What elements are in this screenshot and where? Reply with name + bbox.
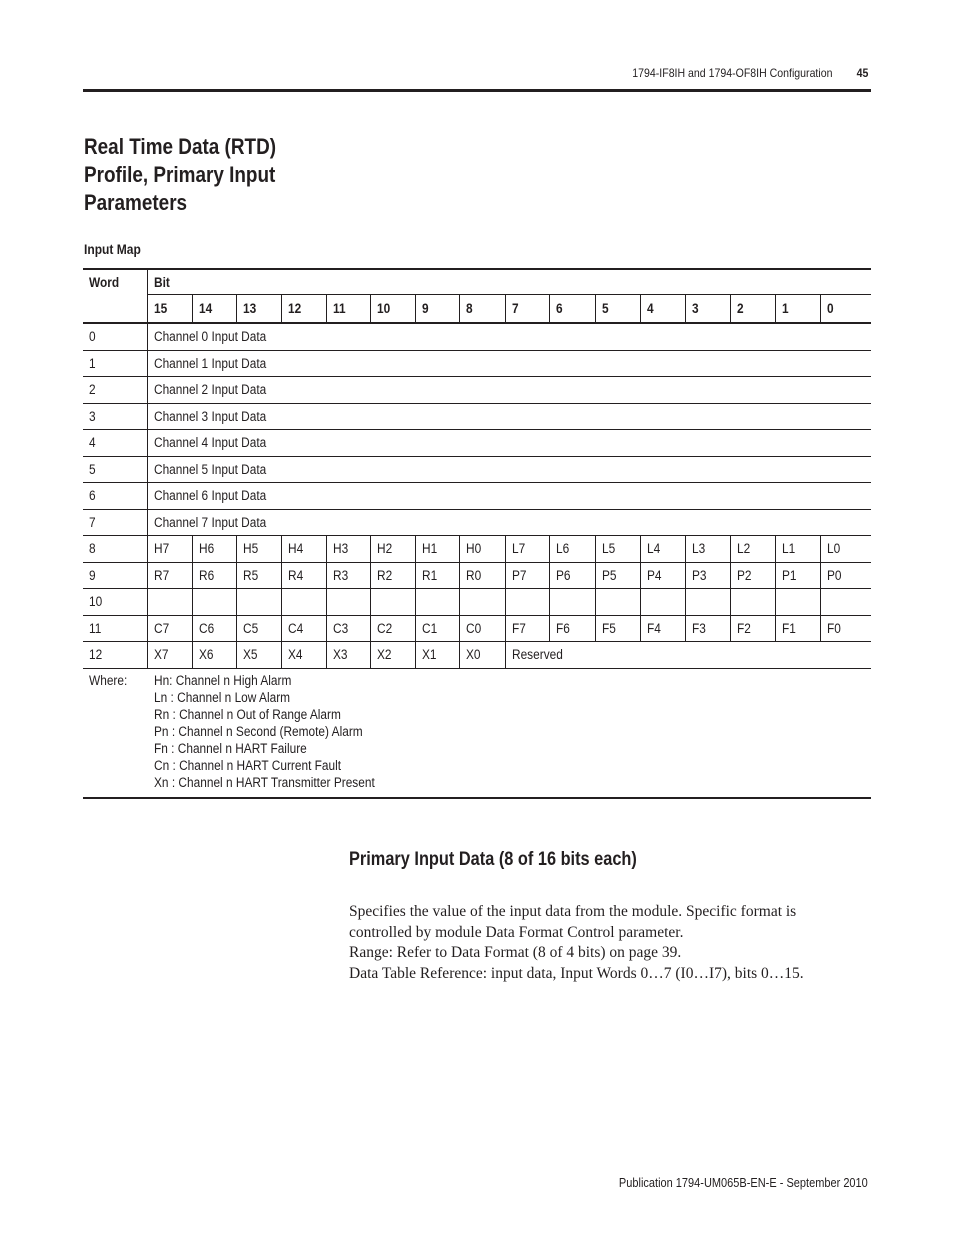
empty-bit-cell [595, 589, 640, 616]
empty-bit-cell [460, 589, 506, 616]
channel-input-data-cell: Channel 4 Input Data [148, 430, 871, 457]
section-title-line: Parameters [84, 190, 188, 215]
bit-cell: L1 [776, 536, 821, 563]
bit-cell: H4 [282, 536, 327, 563]
section-title [84, 133, 342, 217]
bit-cell: X4 [282, 642, 327, 669]
legend-item: Fn : Channel n HART Failure [153, 740, 307, 756]
subheading: Primary Input Data (8 of 16 bits each) [349, 849, 637, 870]
channel-input-data-cell: Channel 6 Input Data [148, 483, 871, 510]
bit-cell: P3 [686, 562, 731, 589]
bit-cell: H1 [415, 536, 460, 563]
bit-number-header: 12 [282, 295, 327, 324]
running-header [0, 66, 868, 84]
empty-bit-cell [371, 589, 416, 616]
bit-cell: C2 [371, 615, 416, 642]
running-header-title: 1794-IF8IH and 1794-OF8IH Configuration [631, 66, 832, 80]
bit-number-header: 0 [820, 295, 871, 324]
channel-input-data-cell: Channel 7 Input Data [148, 509, 871, 536]
empty-bit-cell [282, 589, 327, 616]
bit-cell: L3 [686, 536, 731, 563]
bit-cell: F4 [640, 615, 686, 642]
bit-cell: C5 [237, 615, 282, 642]
legend-item: Ln : Channel n Low Alarm [153, 689, 290, 705]
bit-cell: C0 [460, 615, 506, 642]
bit-cell: F0 [820, 615, 871, 642]
bit-cell: P4 [640, 562, 686, 589]
bit-cell: P5 [595, 562, 640, 589]
bit-cell: P7 [505, 562, 550, 589]
bit-cell: R4 [282, 562, 327, 589]
bit-cell: F1 [776, 615, 821, 642]
bit-number-header: 15 [148, 295, 193, 324]
input-map-table [83, 268, 871, 799]
bit-number-header: 5 [595, 295, 640, 324]
bit-cell: H0 [460, 536, 506, 563]
legend-item: Xn : Channel n HART Transmitter Present [153, 774, 375, 790]
word-number-cell: 4 [83, 430, 148, 457]
legend-list [148, 668, 871, 798]
bit-cell: H6 [192, 536, 237, 563]
empty-bit-cell [550, 589, 596, 616]
table-caption: Input Map [84, 241, 141, 257]
body-line: controlled by module Data Format Control parameter. [349, 923, 684, 941]
word-number-cell: 11 [83, 615, 148, 642]
bit-cell: X1 [415, 642, 460, 669]
bit-number-header: 9 [415, 295, 460, 324]
bit-cell: X5 [237, 642, 282, 669]
table-row [83, 350, 871, 377]
table-row [83, 536, 871, 563]
table-row [83, 456, 871, 483]
word-number-cell: 9 [83, 562, 148, 589]
empty-bit-cell [148, 589, 193, 616]
word-number-cell: 5 [83, 456, 148, 483]
bit-cell: C6 [192, 615, 237, 642]
channel-input-data-cell: Channel 0 Input Data [148, 323, 871, 350]
table-row [83, 509, 871, 536]
empty-bit-cell [686, 589, 731, 616]
word-number-cell: 7 [83, 509, 148, 536]
table-row [83, 323, 871, 350]
channel-input-data-cell: Channel 3 Input Data [148, 403, 871, 430]
body-line: Specifies the value of the input data from the module. Specific format is [349, 903, 797, 920]
bit-cell: X7 [148, 642, 193, 669]
bit-cell: C1 [415, 615, 460, 642]
bit-cell: X2 [371, 642, 416, 669]
bit-cell: H7 [148, 536, 193, 563]
bit-number-header: 6 [550, 295, 596, 324]
empty-bit-cell [776, 589, 821, 616]
bit-cell: H3 [326, 536, 371, 563]
table-row [83, 589, 871, 616]
section-title-line: Profile, Primary Input [84, 162, 276, 187]
bit-cell: R0 [460, 562, 506, 589]
bit-cell: L6 [550, 536, 596, 563]
bit-number-header: 8 [460, 295, 506, 324]
word-column-header: Word [83, 269, 148, 295]
table-header-row [83, 269, 871, 295]
where-label: Where: [83, 668, 148, 798]
bit-cell: C4 [282, 615, 327, 642]
channel-input-data-cell: Channel 2 Input Data [148, 377, 871, 404]
bit-number-header: 10 [371, 295, 416, 324]
bit-number-header: 14 [192, 295, 237, 324]
reserved-cell: Reserved [505, 642, 871, 669]
bit-cell: F5 [595, 615, 640, 642]
bit-column-header: Bit [148, 269, 871, 295]
bit-number-header: 2 [730, 295, 776, 324]
bit-cell: X3 [326, 642, 371, 669]
bit-cell: H5 [237, 536, 282, 563]
body-line: Data Table Reference: input data, Input Words 0…7 (I0…I7), bits 0…15. [349, 964, 804, 982]
bit-cell: P2 [730, 562, 776, 589]
bit-cell: X6 [192, 642, 237, 669]
blank-cell [83, 295, 148, 324]
section-title-line: Real Time Data (RTD) [84, 134, 277, 159]
legend-item: Pn : Channel n Second (Remote) Alarm [153, 723, 363, 739]
bit-cell: P1 [776, 562, 821, 589]
legend-item: Rn : Channel n Out of Range Alarm [153, 706, 341, 722]
bit-cell: R3 [326, 562, 371, 589]
table-row [83, 483, 871, 510]
bit-cell: F3 [686, 615, 731, 642]
bit-number-header: 1 [776, 295, 821, 324]
bit-cell: L4 [640, 536, 686, 563]
bit-cell: P0 [820, 562, 871, 589]
word-number-cell: 0 [83, 323, 148, 350]
table-row [83, 377, 871, 404]
bit-cell: H2 [371, 536, 416, 563]
table-row [83, 430, 871, 457]
bit-cell: L2 [730, 536, 776, 563]
bit-cell: R6 [192, 562, 237, 589]
header-rule [83, 89, 871, 92]
empty-bit-cell [326, 589, 371, 616]
bit-cell: C3 [326, 615, 371, 642]
bit-cell: P6 [550, 562, 596, 589]
table-row [83, 615, 871, 642]
bit-number-header: 3 [686, 295, 731, 324]
empty-bit-cell [505, 589, 550, 616]
bit-cell: R7 [148, 562, 193, 589]
legend-item: Hn: Channel n High Alarm [153, 672, 292, 688]
bit-cell: F2 [730, 615, 776, 642]
bit-cell: L0 [820, 536, 871, 563]
empty-bit-cell [237, 589, 282, 616]
table-row [83, 642, 871, 669]
bit-number-row [83, 295, 871, 324]
bit-cell: R1 [415, 562, 460, 589]
bit-number-header: 7 [505, 295, 550, 324]
channel-input-data-cell: Channel 5 Input Data [148, 456, 871, 483]
empty-bit-cell [192, 589, 237, 616]
bit-cell: F6 [550, 615, 596, 642]
word-number-cell: 8 [83, 536, 148, 563]
bit-cell: F7 [505, 615, 550, 642]
legend-row [83, 668, 871, 798]
word-number-cell: 3 [83, 403, 148, 430]
bit-cell: R5 [237, 562, 282, 589]
body-line: Range: Refer to Data Format (8 of 4 bits) on page 39. [349, 944, 682, 961]
bit-number-header: 13 [237, 295, 282, 324]
word-number-cell: 12 [83, 642, 148, 669]
channel-input-data-cell: Channel 1 Input Data [148, 350, 871, 377]
word-number-cell: 2 [83, 377, 148, 404]
empty-bit-cell [820, 589, 871, 616]
page-number: 45 [856, 66, 868, 80]
bit-cell: C7 [148, 615, 193, 642]
bit-cell: R2 [371, 562, 416, 589]
bit-cell: L7 [505, 536, 550, 563]
bit-cell: X0 [460, 642, 506, 669]
body-paragraph [349, 902, 869, 984]
word-number-cell: 10 [83, 589, 148, 616]
empty-bit-cell [415, 589, 460, 616]
word-number-cell: 6 [83, 483, 148, 510]
empty-bit-cell [730, 589, 776, 616]
table-row [83, 562, 871, 589]
empty-bit-cell [640, 589, 686, 616]
legend-item: Cn : Channel n HART Current Fault [153, 757, 341, 773]
bit-cell: L5 [595, 536, 640, 563]
word-number-cell: 1 [83, 350, 148, 377]
table-row [83, 403, 871, 430]
publication-footer: Publication 1794-UM065B-EN-E - September 2010 [619, 1176, 868, 1190]
bit-number-header: 4 [640, 295, 686, 324]
bit-number-header: 11 [326, 295, 371, 324]
